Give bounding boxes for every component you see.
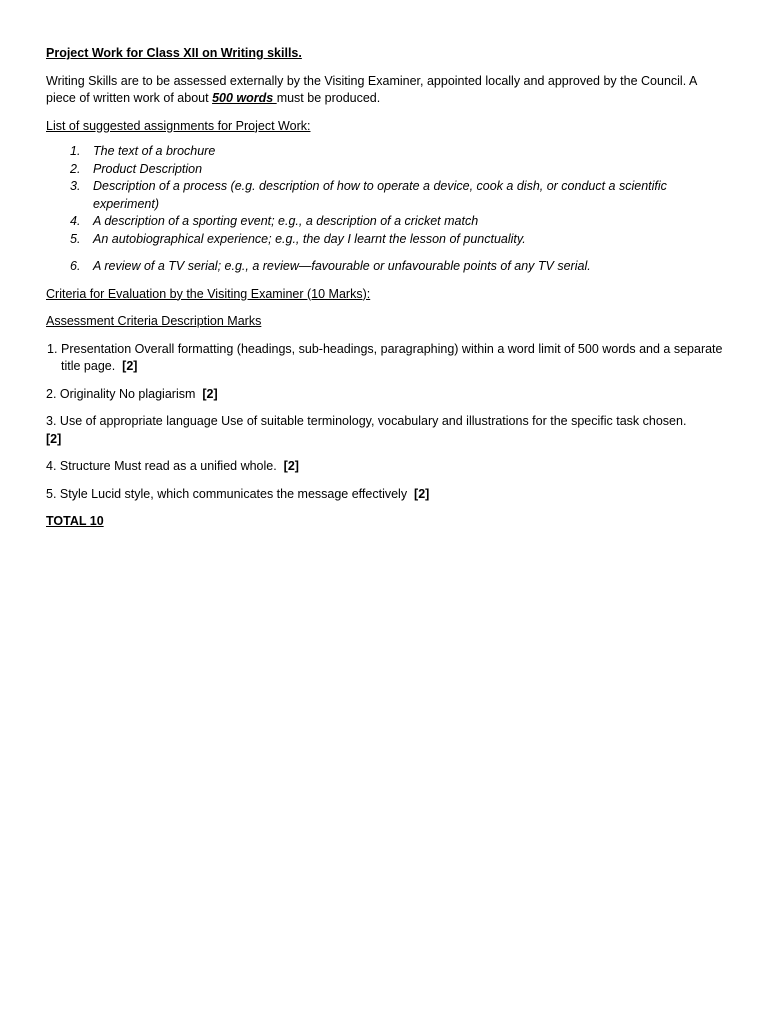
- assignment-item: [46, 231, 726, 249]
- criterion-mark: [2]: [202, 386, 218, 401]
- intro-text-after: must be produced.: [276, 91, 381, 105]
- assignment-item: [46, 213, 726, 231]
- criterion-mark: [2]: [122, 359, 138, 373]
- assignment-number: 1.: [70, 144, 81, 158]
- assignment-item: [46, 161, 726, 179]
- criterion-mark: [2]: [414, 486, 430, 501]
- assignment-text: A description of a sporting event; e.g., a description of a cricket match: [93, 214, 479, 228]
- assignment-item: [46, 178, 726, 213]
- assignments-heading: List of suggested assignments for Project Work:: [46, 118, 311, 133]
- assignment-text: The text of a brochure: [93, 144, 216, 158]
- assignment-number: 4.: [70, 214, 81, 228]
- criterion-mark: [2]: [283, 459, 299, 473]
- criterion-mark: [2]: [46, 431, 62, 446]
- criterion-text: Style Lucid style, which communicates the message effectively: [59, 486, 408, 501]
- assignments-list: [46, 143, 726, 276]
- intro-paragraph: [46, 73, 726, 108]
- criterion-text: Originality No plagiarism: [59, 386, 196, 401]
- criterion-number: 4.: [46, 459, 57, 473]
- criterion-item: [46, 458, 726, 476]
- criterion-text: Use of appropriate language Use of suitable terminology, vocabulary and illustrations for the specific task chosen.: [59, 414, 687, 428]
- assignment-number: 3.: [70, 179, 81, 193]
- assignment-number: 5.: [70, 231, 81, 246]
- criterion-item: [46, 341, 726, 376]
- criterion-item: [46, 413, 726, 448]
- assignment-text: An autobiographical experience; e.g., the day I learnt the lesson of punctuality.: [93, 231, 526, 246]
- document-title: Project Work for Class XII on Writing skills.: [46, 46, 302, 60]
- assignment-text: A review of a TV serial; e.g., a review—favourable or unfavourable points of any TV serial.: [93, 259, 591, 273]
- criterion-number: 1.: [47, 341, 58, 356]
- criterion-number: 2.: [46, 386, 57, 401]
- document-page: [46, 45, 726, 531]
- assessment-heading: Assessment Criteria Description Marks: [46, 314, 262, 328]
- intro-word-count: 500 words: [212, 91, 277, 105]
- criteria-heading: Criteria for Evaluation by the Visiting Examiner (10 Marks):: [46, 286, 371, 301]
- criterion-item: [46, 486, 726, 504]
- assignment-text: Description of a process (e.g. description of how to operate a device, cook a dish, or conduct a scientific experiment): [93, 179, 667, 211]
- criterion-number: 5.: [46, 486, 57, 501]
- total-marks: TOTAL 10: [46, 514, 104, 528]
- assignment-item: [46, 143, 726, 161]
- intro-text-before: Writing Skills are to be assessed externally by the Visiting Examiner, appointed locally and approved by the Council. A piece of written work of about: [46, 73, 697, 105]
- assignment-number: 6.: [70, 259, 81, 273]
- criterion-text: Structure Must read as a unified whole.: [59, 459, 277, 473]
- assignment-text: Product Description: [93, 161, 203, 176]
- assignment-item: [46, 258, 726, 276]
- criterion-item: [46, 386, 726, 404]
- assignment-number: 2.: [70, 161, 81, 176]
- criterion-number: 3.: [46, 414, 57, 428]
- criterion-text: Presentation Overall formatting (headings, sub-headings, paragraphing) within a word limit of 500 words and a separate title page.: [61, 341, 723, 373]
